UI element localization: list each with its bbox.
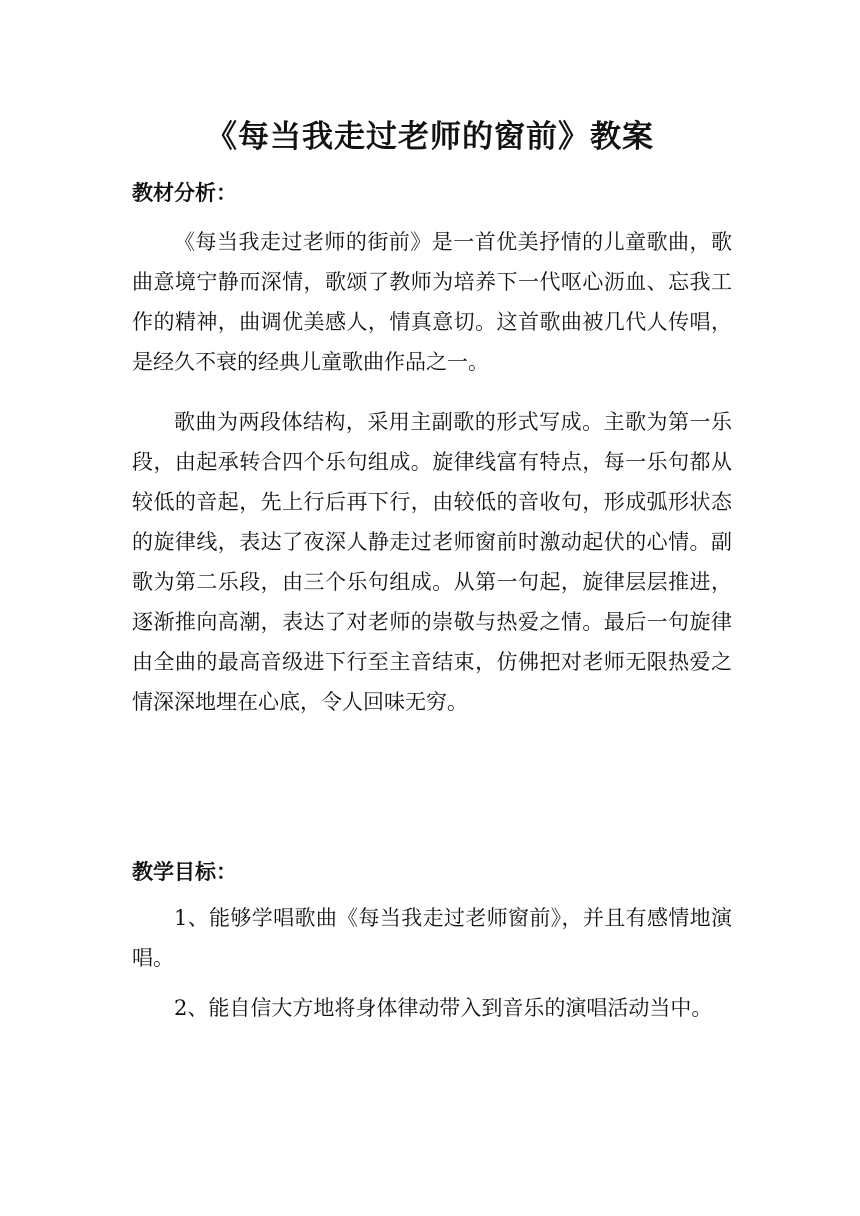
paragraph-teaching-goal-2: 2、能自信大方地将身体律动带入到音乐的演唱活动当中。: [174, 996, 713, 1020]
paragraph-teaching-goal-1: 1、能够学唱歌曲《每当我走过老师窗前》，并且有感情地演唱。: [132, 906, 732, 970]
section-heading-teaching-goals: 教学目标：: [132, 859, 237, 884]
paragraph-material-analysis-1: 《每当我走过老师的街前》是一首优美抒情的儿童歌曲，歌曲意境宁静而深情，歌颂了教师为培养下一代呕心沥血、忘我工作的精神，曲调优美感人，情真意切。这首歌曲被几代人传唱，是经久不衰的经典儿童歌曲作品之一。: [132, 230, 732, 374]
section-heading-material-analysis: 教材分析：: [132, 180, 237, 205]
paragraph-material-analysis-2: 歌曲为两段体结构，采用主副歌的形式写成。主歌为第一乐段，由起承转合四个乐句组成。旋律线富有特点，每一乐句都从较低的音起，先上行后再下行，由较低的音收句，形成弧形状态的旋律线，表达了夜深人静走过老师窗前时激动起伏的心情。副歌为第二乐段，由三个乐句组成。从第一句起，旋律层层推进，逐渐推向高潮，表达了对老师的崇敬与热爱之情。最后一句旋律由全曲的最高音级进下行至主音结束，仿佛把对老师无限热爱之情深深地埋在心底，令人回味无穷。: [132, 410, 732, 714]
document-title: 《每当我走过老师的窗前》教案: [206, 119, 654, 155]
